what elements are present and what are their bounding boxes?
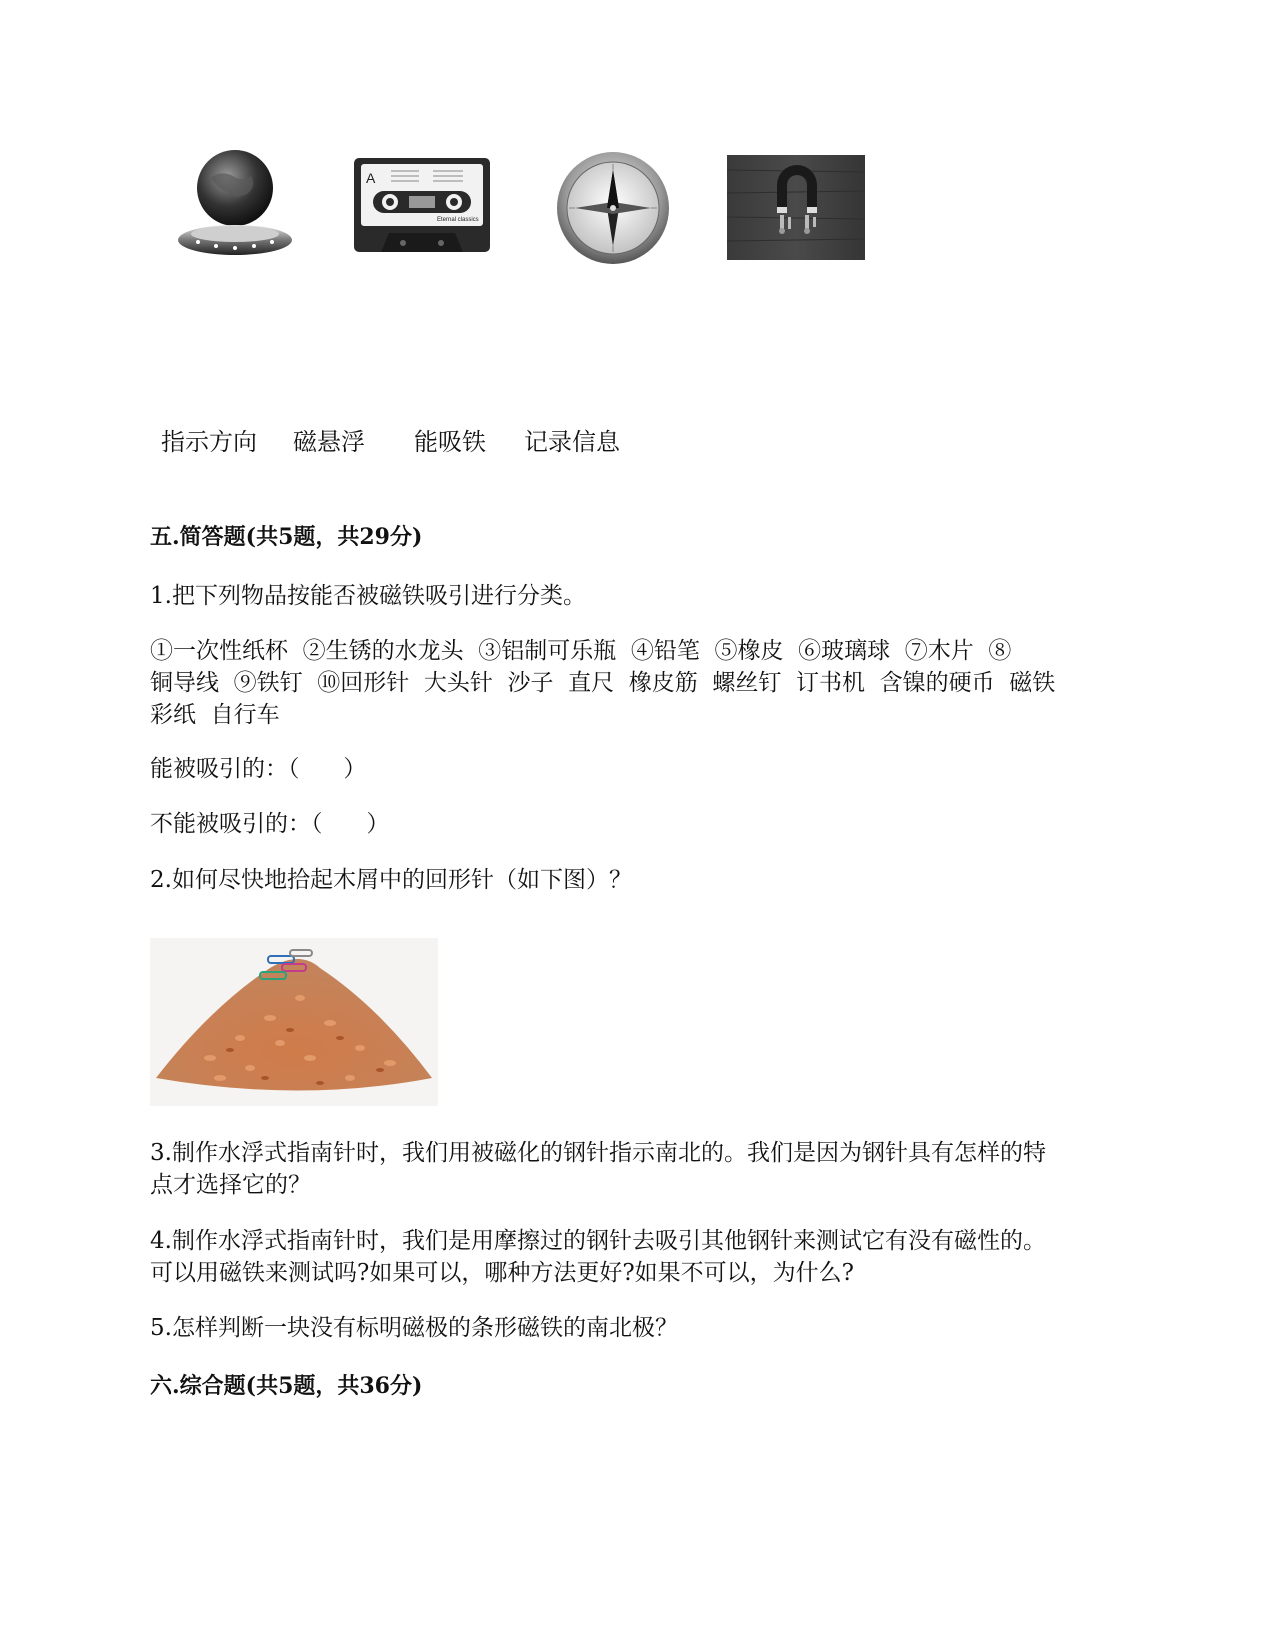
label-attract-iron: 能吸铁 [414, 428, 486, 456]
question-3-line1: 3.制作水浮式指南针时，我们用被磁化的钢针指示南北的。我们是因为钢针具有怎样的特 [150, 1140, 1046, 1166]
section6-heading: 六.综合题(共5题，共36分) [150, 1373, 423, 1399]
question-2: 2.如何尽快地拾起木屑中的回形针（如下图）？ [150, 867, 632, 893]
compass-image [554, 150, 672, 266]
question-5: 5.怎样判断一块没有标明磁极的条形磁铁的南北极？ [150, 1315, 678, 1341]
magnet-key-holder-image [727, 155, 865, 260]
question-1-items-line3: 彩纸 自行车 [150, 702, 280, 728]
label-record-info: 记录信息 [524, 428, 620, 456]
question-1-items-line2: 铜导线 ⑨铁钉 ⑩回形针 大头针 沙子 直尺 橡皮筋 螺丝钉 订书机 含镍的硬币 磁铁 [150, 670, 1056, 696]
question-1: 1.把下列物品按能否被磁铁吸引进行分类。 [150, 583, 586, 609]
label-maglev: 磁悬浮 [293, 428, 365, 456]
question-4-line1: 4.制作水浮式指南针时，我们是用摩擦过的钢针去吸引其他钢针来测试它有没有磁性的。 [150, 1228, 1046, 1254]
levitating-globe-image [176, 148, 294, 260]
cassette-side-label: A [366, 170, 376, 186]
sawdust-paperclips-image [150, 938, 438, 1106]
question-1-items-line1: ①一次性纸杯 ②生锈的水龙头 ③铝制可乐瓶 ④铅笔 ⑤橡皮 ⑥玻璃球 ⑦木片 ⑧ [150, 638, 1012, 664]
cassette-tape-image [353, 157, 491, 253]
section5-heading: 五.简答题(共5题，共29分) [150, 524, 423, 550]
question-1-answer-not-attracted: 不能被吸引的：（ ） [150, 811, 390, 837]
question-4-line2: 可以用磁铁来测试吗?如果可以，哪种方法更好?如果不可以，为什么? [150, 1260, 854, 1286]
question-1-answer-attracted: 能被吸引的：（ ） [150, 756, 367, 782]
question-3-line2: 点才选择它的？ [150, 1172, 311, 1198]
cassette-brand-label: Eternal classics [437, 217, 479, 223]
label-indicate-direction: 指示方向 [161, 428, 257, 456]
